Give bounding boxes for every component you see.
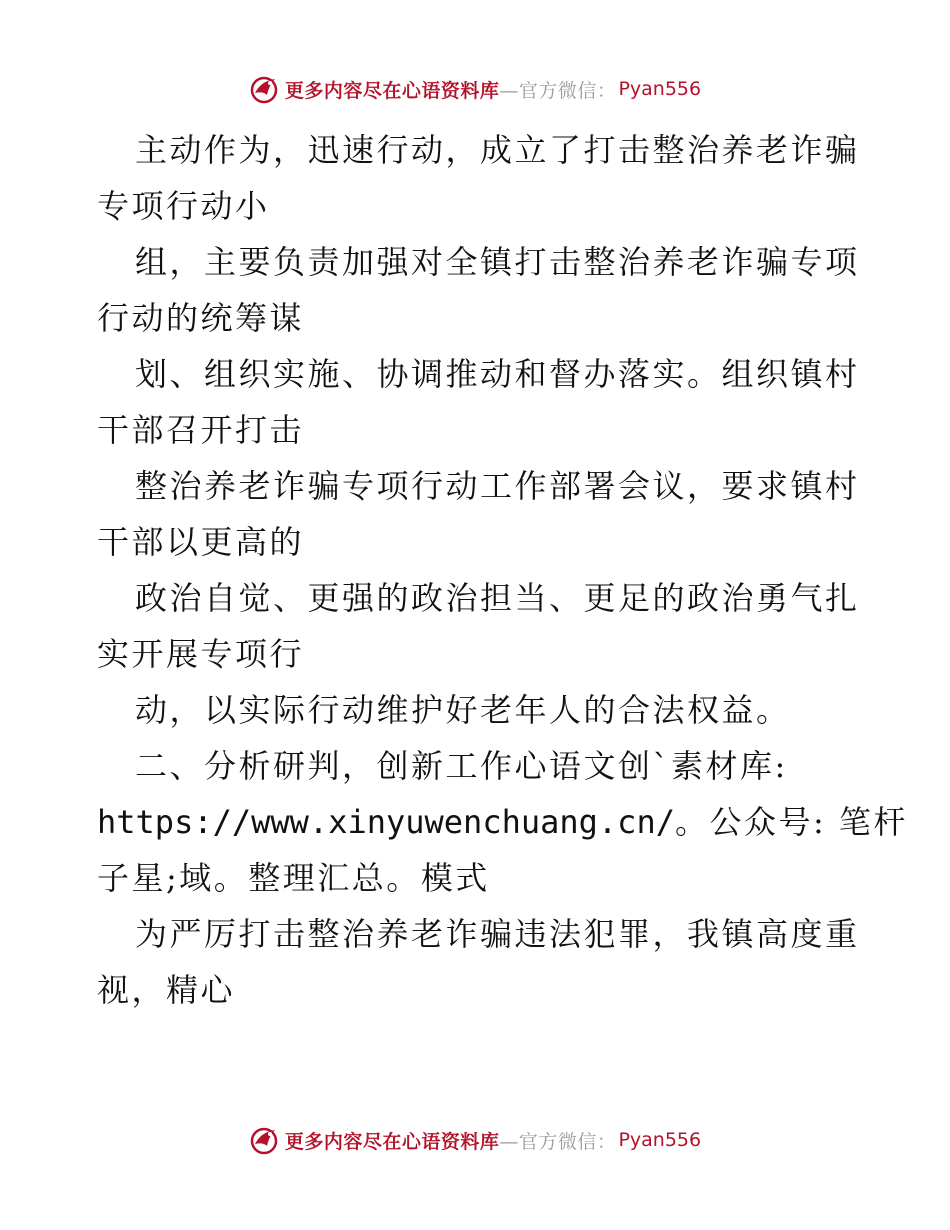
dragon-ribbon-icon bbox=[249, 73, 281, 105]
header-dash: — bbox=[499, 79, 519, 102]
header-brand-label: 更多内容尽在心语资料库 bbox=[284, 79, 500, 102]
document-body bbox=[97, 122, 908, 1018]
footer-banner bbox=[0, 1122, 950, 1158]
body-line: 专项行动小 bbox=[97, 187, 270, 225]
dragon-ribbon-icon bbox=[249, 1124, 281, 1156]
footer-brand-text bbox=[285, 1127, 617, 1154]
header-wechat-id: Pyan556 bbox=[618, 78, 702, 100]
body-line: 行动的统筹谋 bbox=[97, 299, 305, 337]
body-line: 干部召开打击 bbox=[97, 411, 305, 449]
body-line: 划、组织实施、协调推动和督办落实。组织镇村 bbox=[135, 355, 860, 393]
body-line: 动，以实际行动维护好老年人的合法权益。 bbox=[135, 691, 791, 729]
footer-official-label: 官方微信： bbox=[518, 1130, 617, 1153]
body-line: 主动作为，迅速行动，成立了打击整治养老诈骗 bbox=[135, 131, 860, 169]
body-line: 政治自觉、更强的政治担当、更足的政治勇气扎 bbox=[135, 579, 860, 617]
header-official-label: 官方微信： bbox=[518, 79, 617, 102]
body-line: 整治养老诈骗专项行动工作部署会议，要求镇村 bbox=[135, 467, 860, 505]
body-line: 视，精心 bbox=[97, 971, 236, 1009]
body-line-url bbox=[97, 794, 908, 850]
header-brand-text bbox=[285, 76, 617, 103]
body-line: 组，主要负责加强对全镇打击整治养老诈骗专项 bbox=[135, 243, 860, 281]
footer-dash: — bbox=[499, 1130, 519, 1153]
header-banner bbox=[0, 71, 950, 107]
body-line: 为严厉打击整治养老诈骗违法犯罪，我镇高度重 bbox=[135, 915, 860, 953]
body-line: 干部以更高的 bbox=[97, 523, 305, 561]
body-line: 二、分析研判，创新工作心语文创`素材库: bbox=[135, 747, 788, 785]
body-line: 实开展专项行 bbox=[97, 635, 305, 673]
footer-brand-label: 更多内容尽在心语资料库 bbox=[284, 1130, 500, 1153]
body-line: 子星;域。整理汇总。模式 bbox=[97, 859, 490, 897]
body-url-text: https://www.xinyuwenchuang.cn/ bbox=[97, 803, 675, 841]
footer-wechat-id: Pyan556 bbox=[618, 1129, 702, 1151]
body-url-suffix: 。公众号: 笔杆 bbox=[674, 803, 908, 841]
